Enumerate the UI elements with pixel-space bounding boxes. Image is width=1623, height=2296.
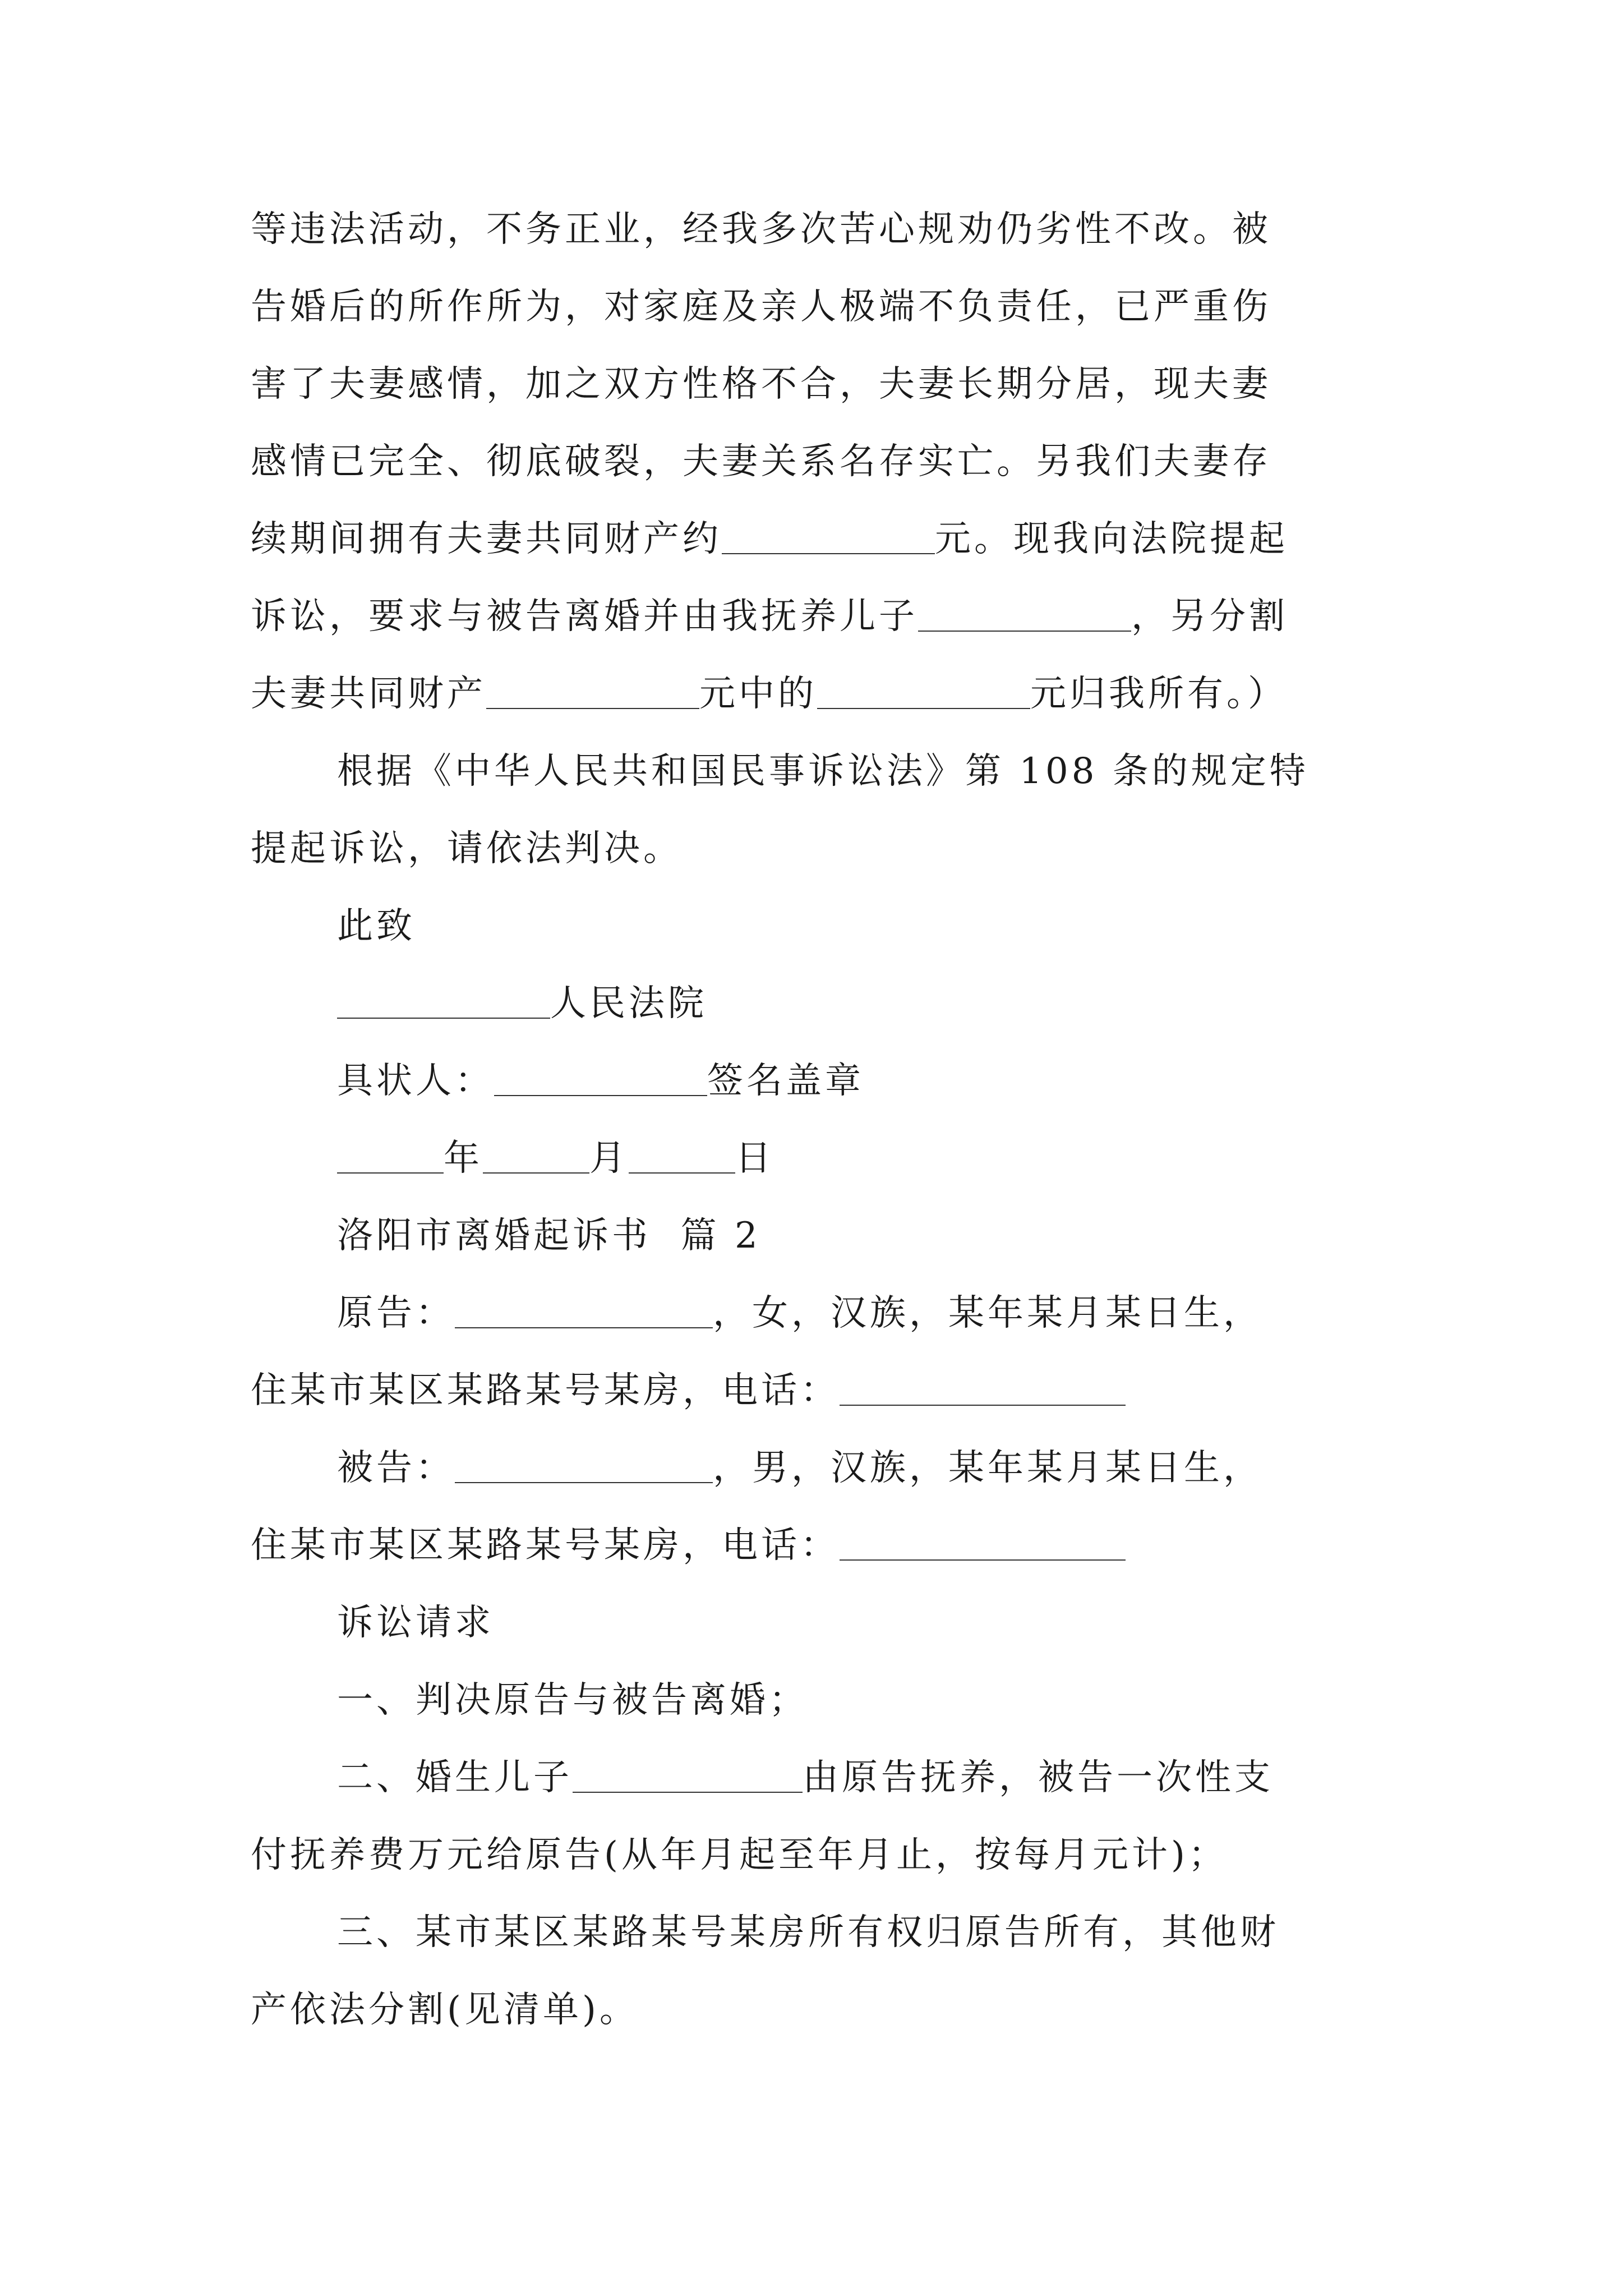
fill-in-blank (494, 1068, 707, 1096)
date-line (251, 1120, 1389, 1197)
text: 二、婚生儿子 (337, 1757, 573, 1798)
text: 被告： (337, 1447, 455, 1489)
paragraph-line (251, 346, 1389, 423)
text: 原告： (337, 1292, 455, 1334)
text: 夫妻共同财产 (251, 673, 486, 715)
text: 根据《中华人民共和国民事诉讼法》第 108 条的规定特 (337, 751, 1309, 792)
claim-item (251, 1739, 1389, 1816)
text: 元归我所有。） (1030, 673, 1287, 715)
defendant-line (251, 1429, 1389, 1507)
claim-item-continued (251, 1816, 1389, 1894)
fill-in-blank (918, 604, 1131, 632)
text: 诉讼，要求与被告离婚并由我抚养儿子 (251, 596, 918, 637)
fill-in-blank (629, 1145, 735, 1174)
paragraph-line (251, 578, 1389, 655)
fill-in-blank (486, 681, 699, 709)
paragraph-line (251, 191, 1389, 268)
fill-in-blank (817, 681, 1030, 709)
text: 诉讼请求 (337, 1602, 494, 1644)
text: 续期间拥有夫妻共同财产约 (251, 518, 722, 560)
text: 害了夫妻感情，加之双方性格不合，夫妻长期分居，现夫妻 (251, 364, 1271, 405)
text: 感情已完全、彻底破裂，夫妻关系名存实亡。另我们夫妻存 (251, 441, 1271, 482)
text: 月 (589, 1138, 629, 1179)
fill-in-blank (337, 1145, 444, 1174)
claims-heading (251, 1584, 1389, 1662)
fill-in-blank (840, 1533, 1126, 1561)
text: 元中的 (699, 673, 817, 715)
section-title (251, 1197, 1389, 1274)
court-line (251, 965, 1389, 1042)
text: 告婚后的所作所为，对家庭及亲人极端不负责任，已严重伤 (251, 286, 1271, 328)
defendant-address-line (251, 1507, 1389, 1584)
fill-in-blank (840, 1378, 1126, 1406)
text: 元。现我向法院提起 (935, 518, 1288, 560)
fill-in-blank (722, 526, 935, 554)
text: 由原告抚养，被告一次性支 (803, 1757, 1274, 1798)
text: 年 (444, 1138, 483, 1179)
text: 一、判决原告与被告离婚； (337, 1680, 808, 1721)
fill-in-blank (337, 991, 550, 1019)
plaintiff-line (251, 1274, 1389, 1352)
fill-in-blank (483, 1145, 589, 1174)
text: 具状人： (337, 1060, 494, 1102)
document-page (251, 191, 1389, 2049)
paragraph-line (251, 423, 1389, 500)
text: 提起诉讼，请依法判决。 (251, 828, 683, 869)
salutation (251, 887, 1389, 965)
paragraph-line (251, 655, 1389, 733)
paragraph-line (251, 268, 1389, 346)
legal-basis-line (251, 733, 1389, 810)
text: 签名盖章 (707, 1060, 864, 1102)
text: 住某市某区某路某号某房，电话： (251, 1370, 840, 1411)
text: 产依法分割(见清单)。 (251, 1989, 639, 2031)
fill-in-blank (573, 1765, 803, 1793)
paragraph-line (251, 500, 1389, 578)
text: 付抚养费万元给原告(从年月起至年月止，按每月元计)； (251, 1834, 1228, 1876)
text: 日 (735, 1138, 774, 1179)
fill-in-blank (455, 1300, 713, 1328)
text: ，男，汉族，某年某月某日生， (713, 1447, 1262, 1489)
text: ，女，汉族，某年某月某日生， (713, 1292, 1262, 1334)
claim-item (251, 1662, 1389, 1739)
claim-item-continued (251, 1971, 1389, 2049)
legal-basis-line (251, 810, 1389, 887)
fill-in-blank (455, 1455, 713, 1483)
text: 此致 (337, 905, 416, 947)
claim-item (251, 1894, 1389, 1971)
text: 等违法活动，不务正业，经我多次苦心规劝仍劣性不改。被 (251, 209, 1271, 250)
text: 住某市某区某路某号某房，电话： (251, 1525, 840, 1566)
text: 洛阳市离婚起诉书 篇 2 (337, 1215, 761, 1257)
plaintiff-address-line (251, 1352, 1389, 1429)
text: ，另分割 (1131, 596, 1288, 637)
text: 人民法院 (550, 983, 707, 1024)
text: 三、某市某区某路某号某房所有权归原告所有，其他财 (337, 1912, 1279, 1953)
signer-line (251, 1042, 1389, 1120)
